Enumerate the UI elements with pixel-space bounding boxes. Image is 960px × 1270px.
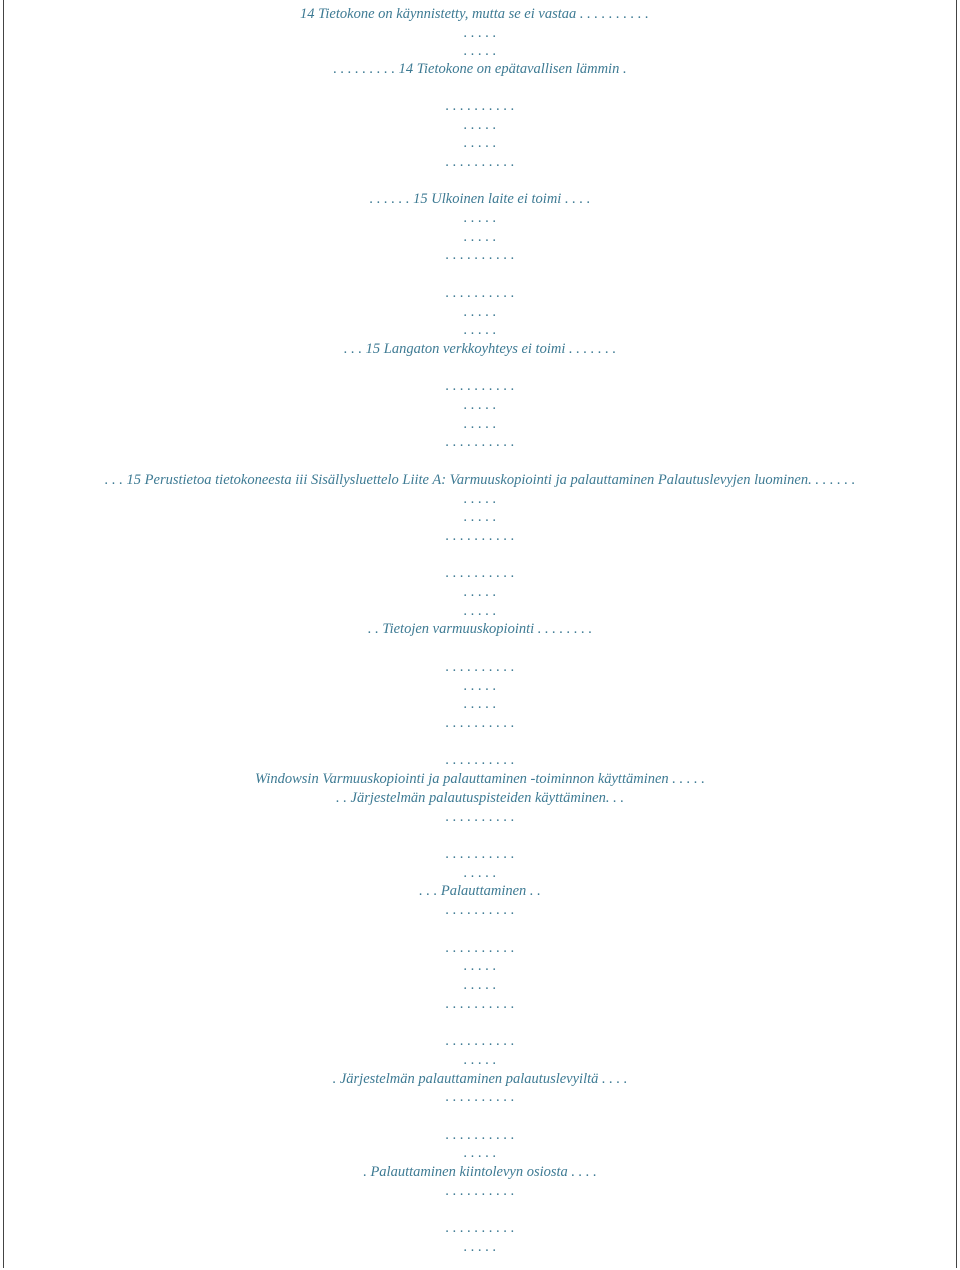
toc-line: . . . . . . . . . . [445, 528, 515, 544]
toc-line: . . Tietojen varmuuskopiointi . . . . . . . . [367, 621, 593, 637]
toc-line: . . . . . [463, 1052, 497, 1068]
toc-line: . . . . . [463, 25, 497, 41]
toc-line: . . . . . . . . . . [445, 940, 515, 956]
toc-line: . . . 15 Langaton verkkoyhteys ei toimi . . . . . . . [343, 341, 617, 357]
toc-line: . . . . . . 15 Ulkoinen laite ei toimi . . . . [369, 191, 591, 207]
toc-line: . . . . . [463, 1145, 497, 1161]
toc-line: . . . . . . . . . . [445, 565, 515, 581]
toc-line: . . . . . . . . . . [445, 1089, 515, 1105]
toc-line: 14 Tietokone on käynnistetty, mutta se ei vastaa . . . . . . . . . . [300, 6, 649, 22]
toc-line: . . . . . . . . . . [445, 715, 515, 731]
toc-line: . . . . . . . . . . [445, 1183, 515, 1199]
toc-line: . . . . . [463, 696, 497, 712]
toc-line: Windowsin Varmuuskopiointi ja palauttaminen -toiminnon käyttäminen . . . . . [255, 771, 705, 787]
toc-line: . . . . . [463, 210, 497, 226]
toc-line: . . . . . . . . . . [445, 285, 515, 301]
toc-line: . . . . . [463, 678, 497, 694]
toc-line: . Palauttaminen kiintolevyn osiosta . . . . [363, 1164, 597, 1180]
toc-line: . . . . . . . . . . [445, 434, 515, 450]
toc-line: . . . . . . . . . . [445, 154, 515, 170]
toc-line: . . . . . [463, 1239, 497, 1255]
toc-line: . . . . . . . . . . [445, 247, 515, 263]
toc-line: . . . . . . . . . . [445, 809, 515, 825]
toc-line: . . . . . . . . . . [445, 659, 515, 675]
toc-line: . . . . . [463, 229, 497, 245]
toc-line: . . . . . . . . . . [445, 902, 515, 918]
toc-line: . . Järjestelmän palautuspisteiden käyttäminen. . . [336, 790, 624, 806]
toc-line: . . . . . . . . . . [445, 98, 515, 114]
toc-line: . . . . . [463, 509, 497, 525]
toc-line: . . . . . [463, 416, 497, 432]
toc-line: . . . . . . . . . . [445, 378, 515, 394]
toc-line: . . . . . [463, 135, 497, 151]
toc-line: . . . . . [463, 397, 497, 413]
toc-line: . . . . . [463, 43, 497, 59]
toc-line: . . . . . . . . . 14 Tietokone on epätavallisen lämmin . [333, 61, 627, 77]
toc-line: . . . Palauttaminen . . [419, 883, 541, 899]
toc-line: . . . . . [463, 865, 497, 881]
toc-line: . . . 15 Perustietoa tietokoneesta iii Sisällysluettelo Liite A: Varmuuskopiointi ja palauttaminen Palautuslevyjen luominen. . . . . . . [104, 472, 856, 488]
toc-line: . . . . . [463, 603, 497, 619]
toc-line: . . . . . . . . . . [445, 1033, 515, 1049]
toc-line: . . . . . [463, 117, 497, 133]
toc-line: . . . . . . . . . . [445, 1220, 515, 1236]
toc-line: . . . . . . . . . . [445, 846, 515, 862]
toc-line: . . . . . . . . . . [445, 996, 515, 1012]
toc-line: . . . . . [463, 977, 497, 993]
toc-line: . . . . . [463, 584, 497, 600]
toc-line: . Järjestelmän palauttaminen palautuslevyiltä . . . . [332, 1071, 628, 1087]
toc-line: . . . . . . . . . . [445, 1127, 515, 1143]
toc-line: . . . . . [463, 322, 497, 338]
toc-line: . . . . . [463, 491, 497, 507]
toc-line: . . . . . [463, 958, 497, 974]
toc-line: . . . . . . . . . . [445, 752, 515, 768]
toc-line: . . . . . [463, 304, 497, 320]
